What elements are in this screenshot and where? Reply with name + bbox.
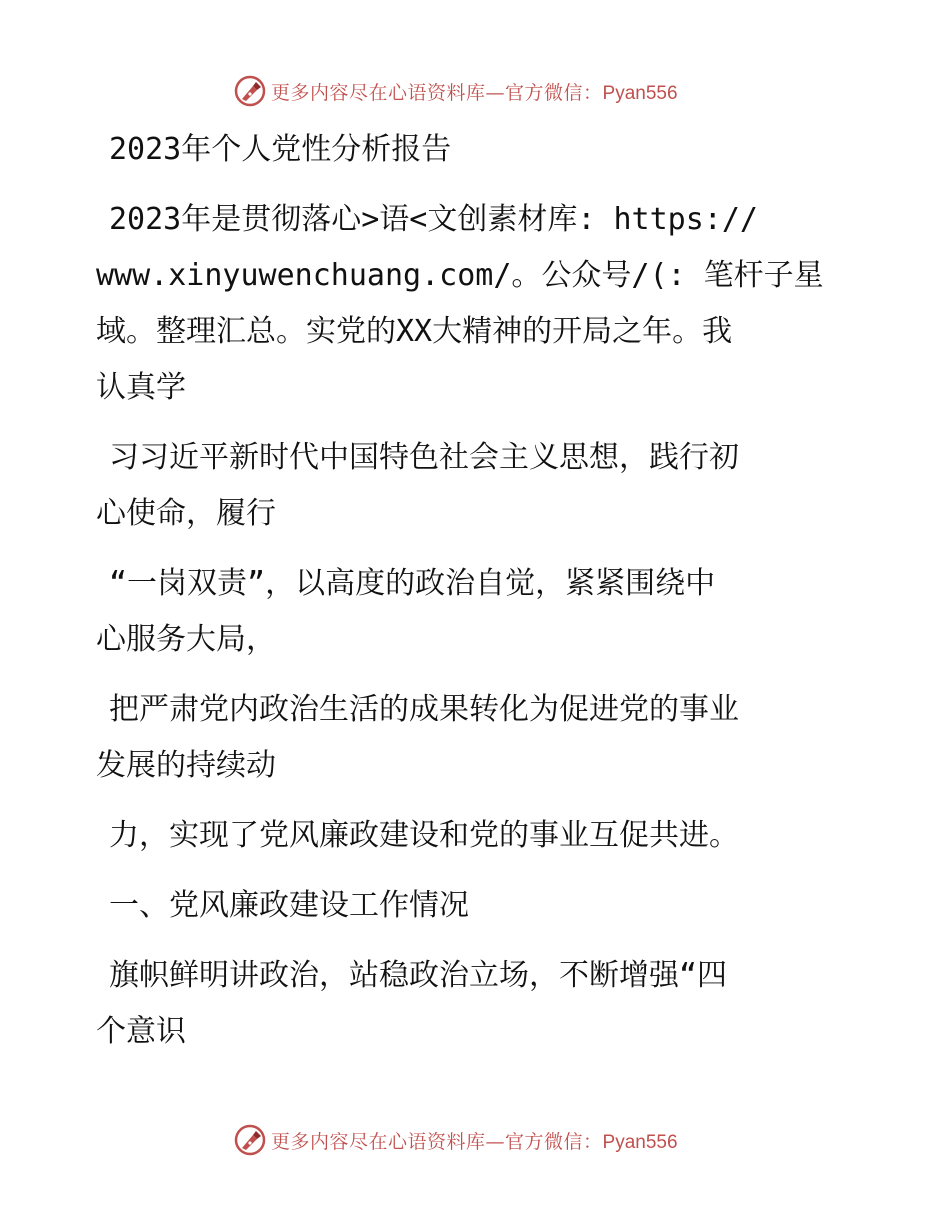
paragraph-line: 习习近平新时代中国特色社会主义思想，践行初: [109, 440, 739, 475]
paragraph-line: “一岗双责”，以高度的政治自觉，紧紧围绕中: [109, 566, 716, 601]
paragraph-line: 2023年是贯彻落心>语<文创素材库: https://: [109, 202, 758, 237]
paragraph-line: 力，实现了党风廉政建设和党的事业互促共进。: [109, 818, 739, 853]
watermark-text: 更多内容尽在心语资料库—官方微信：Pyan556: [271, 1130, 678, 1153]
pen-nib-circle-logo-icon: [233, 1123, 267, 1157]
section-heading: 一、党风廉政建设工作情况: [109, 888, 469, 923]
document-title: 2023年个人党性分析报告: [109, 132, 452, 167]
paragraph-line: 认真学: [96, 370, 186, 405]
watermark-banner-bottom: [233, 1120, 733, 1160]
paragraph-line: 把严肃党内政治生活的成果转化为促进党的事业: [109, 692, 739, 727]
paragraph-line: 发展的持续动: [96, 748, 276, 783]
paragraph-line: 个意识: [96, 1014, 186, 1049]
document-body: [96, 122, 866, 1060]
paragraph-line: 心服务大局，: [96, 622, 276, 657]
paragraph-line: 旗帜鲜明讲政治，站稳政治立场，不断增强“四: [109, 958, 728, 993]
pen-nib-circle-logo-icon: [233, 74, 267, 108]
watermark-banner-top: [233, 71, 733, 111]
paragraph-line: 域。整理汇总。实党的XX大精神的开局之年。我: [96, 314, 733, 349]
paragraph-line: www.xinyuwenchuang.com/。公众号/(: 笔杆子星: [96, 258, 824, 293]
watermark-text: 更多内容尽在心语资料库—官方微信：Pyan556: [271, 81, 678, 104]
paragraph-line: 心使命，履行: [96, 496, 276, 531]
